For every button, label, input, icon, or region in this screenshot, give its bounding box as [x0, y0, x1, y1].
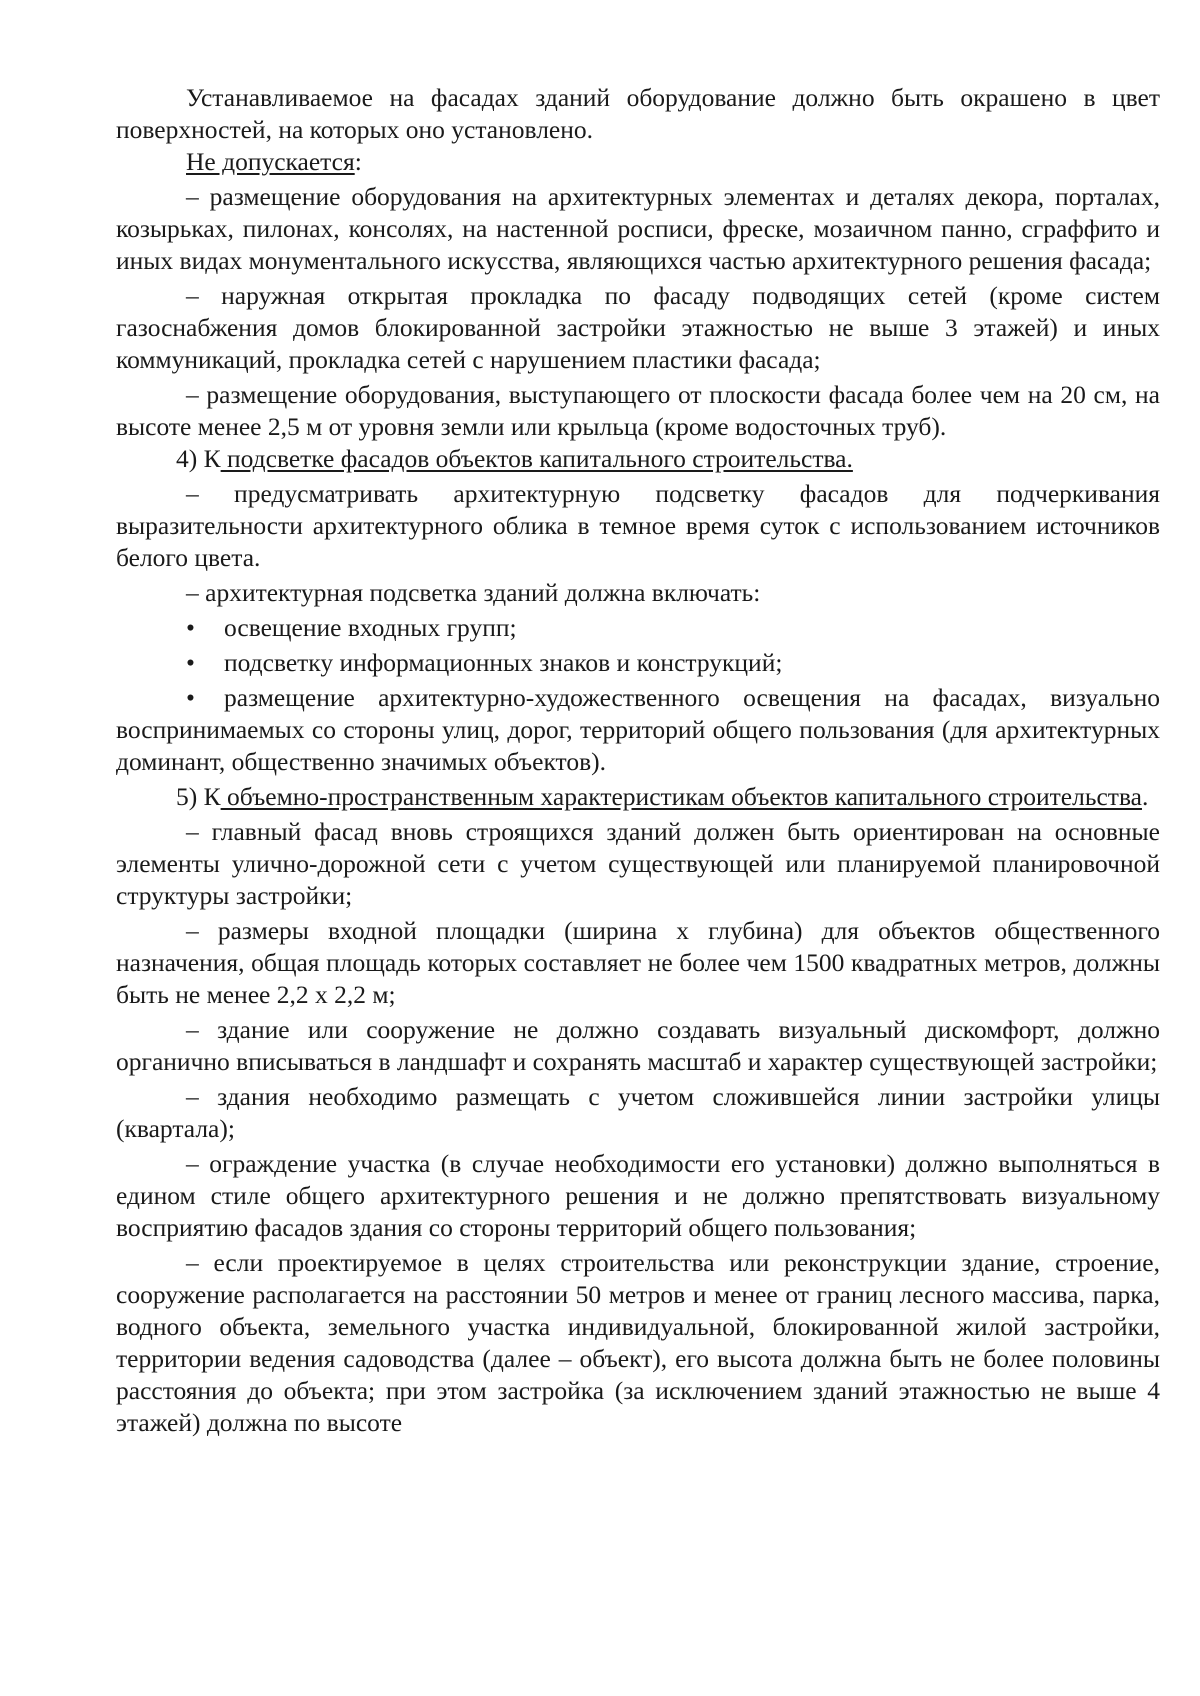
section-4-number: 4) К [176, 444, 221, 473]
bullet-icon: • [186, 648, 195, 677]
list-item-text: подсветку информационных знаков и конструкций; [224, 648, 783, 677]
paragraph-building-line: – здания необходимо размещать с учетом сложившейся линии застройки улицы (квартала); [116, 1082, 1160, 1143]
not-allowed-colon: : [354, 147, 362, 176]
list-item [116, 612, 1160, 644]
section-4-heading [116, 443, 1160, 475]
paragraph-open-networks: – наружная открытая прокладка по фасаду подводящих сетей (кроме систем газоснабжения домов блокированной застройки этажностью не выше 3 этажей) и иных коммуникаций, прокладка сетей с нарушением пластики фасада; [116, 281, 1160, 374]
bullet-icon: • [186, 683, 195, 712]
section-5-number: 5) К [176, 782, 221, 811]
paragraph-lighting-includes: – архитектурная подсветка зданий должна включать: [186, 578, 761, 607]
paragraph-equipment-placement: – размещение оборудования на архитектурных элементах и деталях декора, порталах, козырьках, пилонах, консолях, на настенной росписи, фреске, мозаичном панно, сграффито и иных видах монументального искусства, являющихся частью архитектурного решения фасада; [116, 182, 1160, 275]
list-item [116, 647, 1160, 679]
paragraph-height-limit: – если проектируемое в целях строительства или реконструкции здание, строение, сооружение располагается на расстоянии 50 метров и менее от границ лесного массива, парка, водного объекта, земельного участка индивидуальной, блокированной жилой застройки, территории ведения садоводства (далее – объект), его высота должна быть не более половины расстояния до объекта; при этом застройка (за исключением зданий этажностью не выше 4 этажей) должна по высоте [116, 1248, 1160, 1437]
document-page [116, 82, 1160, 1439]
list-item [116, 682, 1160, 778]
paragraph-main-facade: – главный фасад вновь строящихся зданий должен быть ориентирован на основные элементы улично-дорожной сети с учетом существующей или планируемой планировочной структуры застройки; [116, 817, 1160, 910]
section-5-title: объемно-пространственным характеристикам объектов капитального строительства [220, 782, 1142, 811]
not-allowed-heading [116, 146, 1160, 178]
section-4-title: подсветке фасадов объектов капитального строительства. [220, 444, 853, 473]
paragraph-equipment-color: Устанавливаемое на фасадах зданий оборудование должно быть окрашено в цвет поверхностей, на которых оно установлено. [116, 83, 1160, 144]
section-5-dot: . [1141, 782, 1149, 811]
not-allowed-label: Не допускается [186, 147, 355, 176]
section-5-heading [116, 781, 1160, 813]
paragraph-architectural-lighting: – предусматривать архитектурную подсветку фасадов для подчеркивания выразительности архитектурного облика в темное время суток с использованием источников белого цвета. [116, 479, 1160, 572]
paragraph-fencing: – ограждение участка (в случае необходимости его установки) должно выполняться в едином стиле общего архитектурного решения и не должно препятствовать визуальному восприятию фасадов здания со стороны территорий общего пользования; [116, 1149, 1160, 1242]
list-item-text: освещение входных групп; [224, 613, 517, 642]
list-item-text: размещение архитектурно-художественного освещения на фасадах, визуально воспринимаемых со стороны улиц, дорог, территорий общего пользования (для архитектурных доминант, общественно значимых объектов). [116, 683, 1160, 776]
bullet-icon: • [186, 613, 195, 642]
paragraph-visual-comfort: – здание или сооружение не должно создавать визуальный дискомфорт, должно органично вписываться в ландшафт и сохранять масштаб и характер существующей застройки; [116, 1015, 1160, 1076]
paragraph-protruding-equipment: – размещение оборудования, выступающего от плоскости фасада более чем на 20 см, на высоте менее 2,5 м от уровня земли или крыльца (кроме водосточных труб). [116, 380, 1160, 441]
paragraph-entrance-size: – размеры входной площадки (ширина х глубина) для объектов общественного назначения, общая площадь которых составляет не более чем 1500 квадратных метров, должны быть не менее 2,2 х 2,2 м; [116, 916, 1160, 1009]
